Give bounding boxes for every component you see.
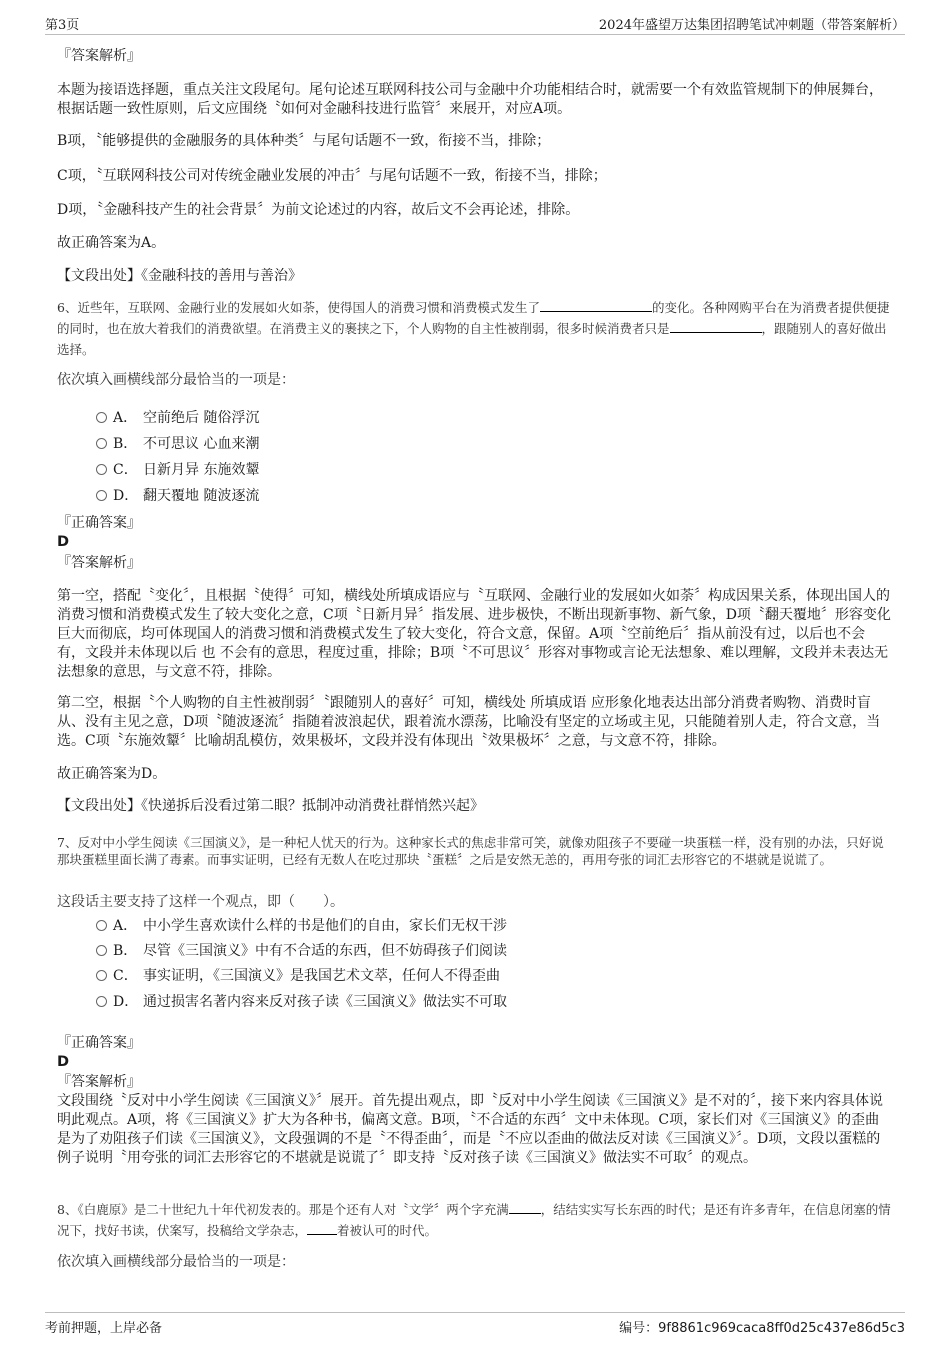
q6-source: 【文段出处】《快递拆后没看过第二眼？抵制冲动消费社群悄然兴起》 xyxy=(57,798,484,814)
q5-analysis-p4: D项，〝金融科技产生的社会背景〞为前文论述过的内容，故后文不会再论述，排除。 xyxy=(57,202,580,218)
q8-blank-2 xyxy=(307,1223,337,1235)
q8-stem-part-a: 8、《白鹿原》是二十世纪九十年代初发表的。那是个还有人对〝文学〞两个字充满 xyxy=(57,1202,509,1217)
radio-icon[interactable] xyxy=(96,412,107,423)
q7-analysis: 文段围绕〝反对中小学生阅读《三国演义》〞展开。首先提出观点，即〝反对中小学生阅读《三国演义》是不对的〞，接下来内容具体说明此观点。A项，将《三国演义》扩大为各种书，偏离文意。B项，〝不合适的东西〞文中未体现。C项，家长们对《三国演义》的歪曲是为了劝阻孩子们读《三国演义》，文段强调的不是〝不得歪曲〞，而是〝不应以歪曲的做法反对读《三国演义》〞。D项，文段以蛋糕的例子说明〝用夸张的词汇去形容它的不堪就是说谎了〞即支持〝反对孩子读《三国演义》做法实不可取〞的观点。 xyxy=(57,1093,883,1166)
radio-icon[interactable] xyxy=(96,996,107,1007)
q6-blank-2 xyxy=(670,321,762,333)
document-id: 编号：9f8861c969caca8ff0d25c437e86d5c3 xyxy=(619,1321,905,1336)
q5-analysis-p1: 本题为接语选择题，重点关注文段尾句。尾句论述互联网科技公司与金融中介功能相结合时，就需要一个有效监管规制下的伸展舞台，根据话题一致性原则，后文应围绕〝如何对金融科技进行监管〞来展开，对应A项。 xyxy=(57,82,883,117)
q7-stem: 7、反对中小学生阅读《三国演义》，是一种杞人忧天的行为。这种家长式的焦虑非常可笑，就像劝阻孩子不要碰一块蛋糕一样，没有别的办法，只好说那块蛋糕里面长满了毒素。而事实证明，已经有无数人在吃过那块〝蛋糕〞之后是安然无恙的，再用夸张的词汇去形容它的不堪就是说谎了。 xyxy=(57,835,884,867)
q7-answer: D xyxy=(57,1054,70,1070)
q6-stem-part-a: 6、近些年，互联网、金融行业的发展如火如荼，使得国人的消费习惯和消费模式发生了 xyxy=(57,300,540,315)
q6-option-d[interactable]: D． 翻天覆地 随波逐流 xyxy=(96,487,259,505)
q7-prompt: 这段话主要支持了这样一个观点，即（ ）。 xyxy=(57,894,344,910)
q8-prompt: 依次填入画横线部分最恰当的一项是： xyxy=(57,1254,295,1270)
q8-stem-part-c: 着被认可的时代。 xyxy=(337,1223,438,1238)
page-header xyxy=(45,12,905,35)
q7-option-d[interactable]: D． 通过损害名著内容来反对孩子读《三国演义》做法实不可取 xyxy=(96,993,507,1011)
q6-conclusion: 故正确答案为D。 xyxy=(57,766,167,782)
q7-analysis-label: 『答案解析』 xyxy=(57,1074,141,1090)
document-title: 2024年盛望万达集团招聘笔试冲刺题（带答案解析） xyxy=(598,18,905,33)
q6-answer-label: 『正确答案』 xyxy=(57,515,141,531)
page-number: 第3页 xyxy=(45,18,80,33)
q6-option-a[interactable]: A． 空前绝后 随俗浮沉 xyxy=(96,409,259,427)
q6-stem xyxy=(57,297,892,360)
radio-icon[interactable] xyxy=(96,464,107,475)
footer-slogan: 考前押题，上岸必备 xyxy=(45,1321,163,1336)
q8-stem-part-b: ，结结实实写长东西的时代；是还有许多青年，在信息闭塞的情况下，找好书读，伏案写，投稿给文学杂志， xyxy=(57,1202,891,1238)
q6-analysis-p1: 第一空，搭配〝变化〞，且根据〝使得〞可知，横线处所填成语应与〝互联网、金融行业的发展如火如荼〞构成因果关系，体现出国人的消费习惯和消费模式发生了较大变化之意，C项〝日新月异〞指发展、进步极快，不断出现新事物、新气象，D项〝翻天覆地〞形容变化巨大而彻底，均可体现国人的消费习惯和消费模式发生了较大变化，符合文意，保留。A项〝空前绝后〞指从前没有过，以后也不会有，文段并未体现以后 也 不会有的意思，程度过重，排除；B项〝不可思议〞形容对事物或言论无法想象、难以理解，文段并未表达无法想象的意思，与文意不符，排除。 xyxy=(57,588,891,680)
q6-stem-part-b: 的变化。各种网购平台在为消费者提供便捷的同时，也在放大着我们的消费欲望。在消费主义的裹挟之下，个人购物的自主性被削弱，很多时候消费者只是 xyxy=(57,300,890,336)
q8-blank-1 xyxy=(509,1202,541,1214)
radio-icon[interactable] xyxy=(96,438,107,449)
q7-answer-label: 『正确答案』 xyxy=(57,1035,141,1051)
q6-stem-part-c: ，跟随别人的喜好做出选择。 xyxy=(57,321,887,357)
q7-option-b[interactable]: B． 尽管《三国演义》中有不合适的东西，但不妨碍孩子们阅读 xyxy=(96,942,507,960)
q8-stem xyxy=(57,1199,892,1241)
q6-analysis-p2: 第二空，根据〝个人购物的自主性被削弱〞〝跟随别人的喜好〞可知，横线处 所填成语 应形象化地表达出部分消费者购物、消费时盲从、没有主见之意，D项〝随波逐流〞指随着波浪起伏，跟着流水漂荡，比喻没有坚定的立场或主见，只能随着别人走，符合文意，当选。C项〝东施效颦〞比喻胡乱模仿，效果极坏，文段并没有体现出〝效果极坏〞之意，与文意不符，排除。 xyxy=(57,695,881,749)
q6-option-b[interactable]: B． 不可思议 心血来潮 xyxy=(96,435,259,453)
q6-prompt: 依次填入画横线部分最恰当的一项是： xyxy=(57,372,295,388)
page-footer xyxy=(45,1312,905,1335)
radio-icon[interactable] xyxy=(96,970,107,981)
q5-analysis-p3: C项，〝互联网科技公司对传统金融业发展的冲击〞与尾句话题不一致，衔接不当，排除； xyxy=(57,168,607,184)
q7-option-a[interactable]: A． 中小学生喜欢读什么样的书是他们的自由，家长们无权干涉 xyxy=(96,917,507,935)
radio-icon[interactable] xyxy=(96,920,107,931)
q7-option-c[interactable]: C． 事实证明，《三国演义》是我国艺术文萃，任何人不得歪曲 xyxy=(96,967,500,985)
radio-icon[interactable] xyxy=(96,490,107,501)
q6-blank-1 xyxy=(540,300,652,312)
q5-analysis-p2: B项，〝能够提供的金融服务的具体种类〞与尾句话题不一致，衔接不当，排除； xyxy=(57,133,551,149)
q5-analysis-label: 『答案解析』 xyxy=(57,48,141,64)
q5-conclusion: 故正确答案为A。 xyxy=(57,235,166,251)
q6-answer: D xyxy=(57,534,70,550)
q5-source: 【文段出处】《金融科技的善用与善治》 xyxy=(57,268,302,284)
q6-option-c[interactable]: C． 日新月异 东施效颦 xyxy=(96,461,259,479)
radio-icon[interactable] xyxy=(96,945,107,956)
q6-analysis-label: 『答案解析』 xyxy=(57,555,141,571)
